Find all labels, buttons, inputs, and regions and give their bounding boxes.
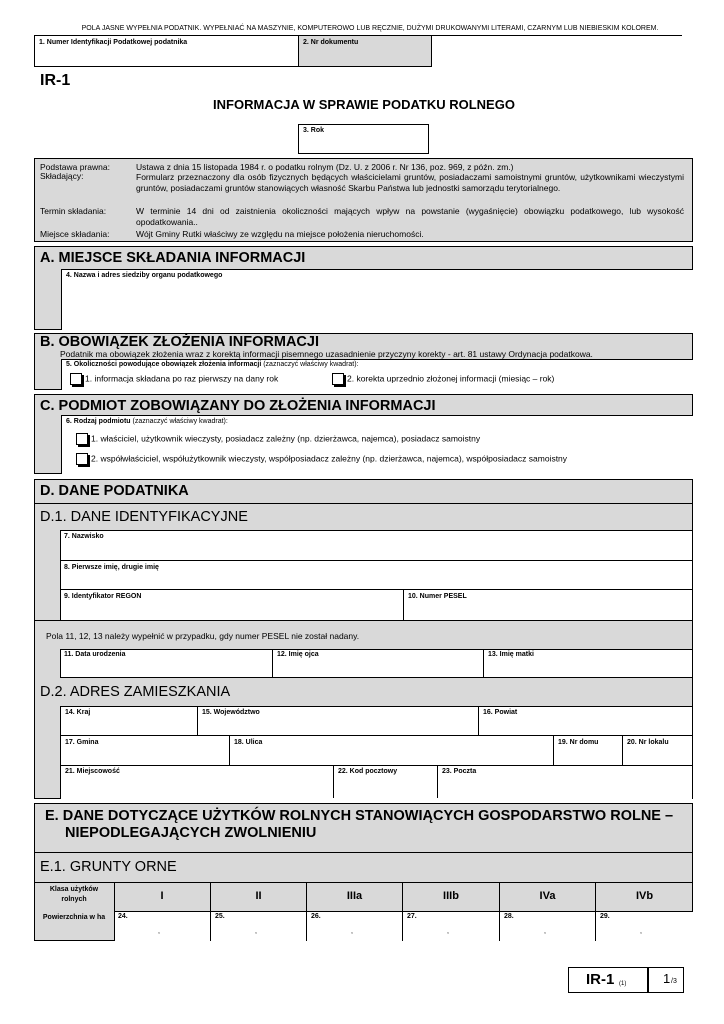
section-a-title: A. MIEJSCE SKŁADANIA INFORMACJI	[40, 250, 306, 266]
option-owner-label: 1. właściciel, użytkownik wieczysty, posiadacz zależny (np. dzierżawca, najemca), posiadacz samoistny	[91, 433, 481, 444]
entity-type-label	[66, 418, 228, 425]
document-number-field	[298, 35, 432, 67]
area-field-number: 24.	[118, 913, 128, 920]
pesel-field[interactable]	[404, 590, 692, 620]
checkbox-icon[interactable]	[70, 373, 82, 385]
option-correction-label: 2. korekta uprzednio złożonej informacji (miesiąc – rok)	[347, 373, 555, 384]
option-first-filing[interactable]	[70, 373, 278, 385]
section-e1-title: E.1. GRUNTY ORNE	[40, 859, 177, 875]
county-label: 16. Powiat	[483, 709, 518, 716]
area-field[interactable]	[307, 911, 403, 941]
apartment-number-field[interactable]	[623, 736, 692, 766]
option-correction[interactable]	[332, 373, 554, 385]
legal-info	[34, 158, 693, 242]
decimal-separator: ,	[158, 928, 160, 935]
area-field-number: 25.	[215, 913, 225, 920]
checkbox-icon[interactable]	[76, 453, 88, 465]
decimal-separator: ,	[255, 928, 257, 935]
year-label: 3. Rok	[303, 127, 325, 134]
area-header: Powierzchnia w ha	[42, 914, 106, 921]
checkbox-icon[interactable]	[76, 433, 88, 445]
pesel-note: Pola 11, 12, 13 należy wypełnić w przypadku, gdy numer PESEL nie został nadany.	[46, 631, 360, 641]
year-field[interactable]	[298, 124, 429, 154]
section-c	[34, 394, 693, 474]
d-divider	[34, 503, 693, 504]
document-number-label: 2. Nr dokumentu	[303, 39, 359, 46]
county-field[interactable]	[479, 706, 692, 736]
decimal-separator: ,	[351, 928, 353, 935]
footer-code: IR-1	[586, 971, 615, 988]
deadline-text: W terminie 14 dni od zaistnienia okoliczności mających wpływ na powstanie (wygaśnięcie) obowiązku podatkowego, lub wysokość opodatkowania..	[136, 206, 684, 227]
page-number-box	[648, 967, 684, 993]
apartment-number-label: 20. Nr lokalu	[627, 739, 669, 746]
decimal-separator: ,	[447, 928, 449, 935]
class-cell: IVa	[500, 882, 596, 911]
nip-field[interactable]	[34, 35, 299, 67]
section-b-note: Podatnik ma obowiązek złożenia wraz z korektą informacji pisemnego uzasadnienie przyczyny korekty - art. 81 ustawy Ordynacja podatkowa.	[60, 349, 593, 359]
decimal-separator: ,	[640, 928, 642, 935]
area-field-number: 29.	[600, 913, 610, 920]
surname-label: 7. Nazwisko	[64, 533, 104, 540]
street-label: 18. Ulica	[234, 739, 263, 746]
class-cell: I	[114, 882, 211, 911]
voivodeship-label: 15. Województwo	[202, 709, 260, 716]
nip-label: 1. Numer Identyfikacji Podatkowej podatnika	[39, 39, 188, 46]
area-field-number: 27.	[407, 913, 417, 920]
class-cell: IIIa	[307, 882, 403, 911]
filers-text: Formularz przeznaczony dla osób fizycznych będących właścicielami gruntów, posiadaczami samoistnymi gruntów, użytkownikami wieczystymi gruntów, posiadaczami gruntów stanowiących własność Skarbu Państwa lub jednostki samorządu terytorialnego.	[136, 172, 684, 193]
post-office-label: 23. Poczta	[442, 768, 477, 775]
class-cell: IIIb	[403, 882, 500, 911]
pesel-label: 10. Numer PESEL	[408, 593, 467, 600]
section-c-title: C. PODMIOT ZOBOWIĄZANY DO ZŁOŻENIA INFORMACJI	[40, 398, 436, 414]
section-b-title: B. OBOWIĄZEK ZŁOŻENIA INFORMACJI	[40, 334, 319, 350]
footer-code-box	[568, 967, 648, 993]
surname-field[interactable]	[60, 530, 692, 561]
post-office-field[interactable]	[438, 766, 692, 798]
house-number-field[interactable]	[554, 736, 623, 766]
footer-code-sup: (1)	[619, 981, 627, 987]
section-e-title-line2: NIEPODLEGAJĄCYCH ZWOLNIENIU	[65, 825, 317, 841]
class-header: Klasa użytków rolnych	[49, 886, 99, 903]
area-field-number: 28.	[504, 913, 514, 920]
section-d2-title: D.2. ADRES ZAMIESZKANIA	[40, 684, 231, 700]
area-field[interactable]	[403, 911, 500, 941]
first-names-field[interactable]	[60, 561, 692, 590]
area-field[interactable]	[500, 911, 596, 941]
form-title: INFORMACJA W SPRAWIE PODATKU ROLNEGO	[213, 97, 515, 112]
house-number-label: 19. Nr domu	[558, 739, 599, 746]
basis-label: Podstawa prawna:	[40, 162, 110, 172]
entity-type-label-text: 6. Rodzaj podmiotu	[66, 418, 131, 425]
section-a	[34, 246, 693, 330]
postal-code-field[interactable]	[334, 766, 438, 798]
page-total: /3	[671, 978, 677, 985]
option-co-owner-label: 2. współwłaściciel, współużytkownik wieczysty, współposiadacz zależny (np. dzierżawca, najemca), współposiadacz samoistny	[91, 453, 568, 464]
locality-field[interactable]	[60, 766, 334, 798]
municipality-label: 17. Gmina	[65, 739, 99, 746]
birth-date-field[interactable]	[60, 649, 273, 678]
postal-code-label: 22. Kod pocztowy	[338, 768, 398, 775]
basis-text: Ustawa z dnia 15 listopada 1984 r. o podatku rolnym (Dz. U. z 2006 r. Nr 136, poz. 969, z późn. zm.)	[136, 162, 514, 172]
entity-type-hint: (zaznaczyć właściwy kwadrat):	[132, 418, 228, 425]
option-first-filing-label: 1. informacja składana po raz pierwszy na dany rok	[85, 373, 279, 384]
e-divider	[34, 852, 693, 853]
circumstances-field	[61, 359, 693, 390]
regon-label: 9. Identyfikator REGON	[64, 593, 142, 600]
section-b	[34, 333, 693, 390]
area-field[interactable]	[596, 911, 693, 941]
decimal-separator: ,	[544, 928, 546, 935]
area-field-number: 26.	[311, 913, 321, 920]
street-field[interactable]	[230, 736, 554, 766]
first-names-label: 8. Pierwsze imię, drugie imię	[64, 564, 159, 571]
class-cell: IVb	[635, 890, 654, 902]
country-field[interactable]	[60, 706, 198, 736]
page-number: 1	[663, 971, 671, 986]
pesel-note-divider	[34, 620, 693, 621]
place-text: Wójt Gminy Rutki właściwy ze względu na miejsce położenia nieruchomości.	[136, 229, 424, 239]
section-d-title: D. DANE PODATNIKA	[40, 483, 189, 499]
class-cell: II	[211, 882, 307, 911]
father-name-field[interactable]	[273, 649, 484, 678]
checkbox-icon[interactable]	[332, 373, 344, 385]
area-field[interactable]	[114, 911, 211, 941]
organ-label: 4. Nazwa i adres siedziby organu podatkowego	[66, 272, 223, 279]
form-code: IR-1	[40, 72, 71, 89]
organ-field[interactable]	[61, 269, 693, 330]
mother-name-field[interactable]	[484, 649, 692, 678]
filers-label: Składający:	[40, 171, 84, 181]
header-note: POLA JASNE WYPEŁNIA PODATNIK. WYPEŁNIAĆ NA MASZYNIE, KOMPUTEROWO LUB RĘCZNIE, DUŻYMI DRUKOWANYMI LITERAMI, CZARNYM LUB NIEBIESKIM KOLOREM.	[81, 25, 659, 32]
area-field[interactable]	[211, 911, 307, 941]
mother-name-label: 13. Imię matki	[488, 651, 534, 658]
circumstances-label	[66, 361, 359, 368]
place-label: Miejsce składania:	[40, 229, 110, 239]
circumstances-hint: (zaznaczyć właściwy kwadrat):	[263, 361, 359, 368]
locality-label: 21. Miejscowość	[65, 768, 120, 775]
entity-type-field	[61, 415, 693, 474]
regon-field[interactable]	[60, 590, 404, 620]
birth-date-label: 11. Data urodzenia	[64, 651, 126, 658]
country-label: 14. Kraj	[65, 709, 91, 716]
option-owner[interactable]	[76, 433, 480, 445]
section-e-title-line1: E. DANE DOTYCZĄCE UŻYTKÓW ROLNYCH STANOWIĄCYCH GOSPODARSTWO ROLNE –	[45, 808, 674, 824]
section-d1-title: D.1. DANE IDENTYFIKACYJNE	[40, 509, 248, 525]
father-name-label: 12. Imię ojca	[277, 651, 319, 658]
option-co-owner[interactable]	[76, 453, 567, 465]
municipality-field[interactable]	[60, 736, 230, 766]
voivodeship-field[interactable]	[198, 706, 479, 736]
deadline-label: Termin składania:	[40, 206, 107, 216]
circumstances-label-text: 5. Okoliczności powodujące obowiązek złożenia informacji	[66, 361, 262, 368]
